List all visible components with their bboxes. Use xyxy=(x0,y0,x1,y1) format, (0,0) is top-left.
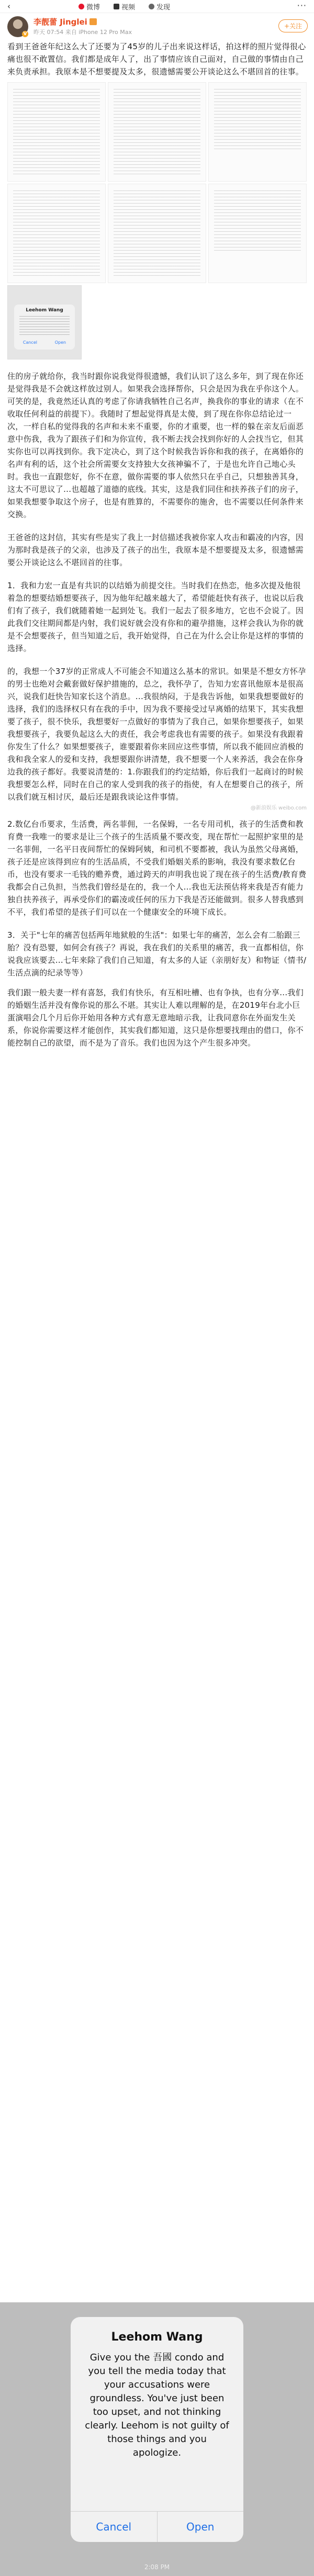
document-text-lines xyxy=(214,89,301,150)
post-paragraph-7: 3．关于"七年的痛苦包括两年地狱般的生活"：如果七年的痛苦，怎么会有二胎跟三胎？没有恐婴，如何会有孩子？再说，我在我们的关系里的痛苦，我一直都相信，你说我应该要去...七年来除了我们自己知道，有太多的人证（亲朋好友）和物证（情书/生活点滴的纪录等等） xyxy=(7,930,307,977)
nav-tabs xyxy=(78,2,170,12)
post-paragraph-2: 住的房子就给你，我当时跟你说我觉得很遗憾，我们认识了这么多年，到了现在你还是觉得我是不会就这样放过别人。如果我会选择帮你，只会是因为我在乎你这个人。可笑的是，我竟然还认真的考虑了你请我牺牲自己名声，换我你的事业的请求（在不收取任何利益的前提下）。我随时了想起觉得真是太傻，到了现在你你总结论过一次，一样自私的觉得我的名声和未来不重要，你的才重要，也一样的躲在亲友后面恶意中伤我，我为了跟孩子们和为你宣传，我不断去找会找到你好的人会找当它，但其实你也可以再找到你。我下定决心，到了这个时候我告诉你和我的孩子，在离婚你的名声有利的话，这个社会所需要女支持独大女孩神骗不了，于是也允许自己地心头时。我也一直跟您好，你不在意，做你需要的事人依然只在乎自己，只想独善其身，这太不可思议了...也超越了道德的底线。其实，这是我们同住和扶养孩子们的房子，如果我想要争取这个房子，也是有胜算的，不需要你的施舍，也不需要以任何条件来交换。 xyxy=(7,372,304,519)
weibo-icon xyxy=(78,4,84,9)
mini-dialog-buttons xyxy=(14,340,75,345)
post-image-2[interactable] xyxy=(108,82,206,182)
tab-video-label: 视频 xyxy=(121,4,136,12)
mini-dialog-lines xyxy=(19,316,70,337)
post-image-6[interactable] xyxy=(208,184,307,283)
post-image-3[interactable] xyxy=(208,82,307,182)
post-image-1[interactable] xyxy=(7,82,106,182)
post-header xyxy=(0,13,314,39)
post-paragraph-3: 王爸爸的这封信，其实有些是实了我上一封信描述我被你家人攻击和霸凌的内容，因为那时我是孩子的父亲，也涉及了孩子的出生，我原本是不想要提及太多，很遗憾需要公开谈论这么不堪回首的往事。 xyxy=(7,533,304,567)
top-nav-bar xyxy=(0,0,314,13)
dialog-button-row xyxy=(71,2511,243,2542)
mini-dialog-preview xyxy=(14,305,75,350)
discover-icon xyxy=(149,4,154,9)
open-link-dialog xyxy=(71,2317,243,2542)
author-name-text: 李靓蕾 Jinglei xyxy=(33,17,87,27)
post-image-4[interactable] xyxy=(7,184,106,283)
screenshot-message-area xyxy=(0,2302,314,2576)
tab-weibo-label: 微博 xyxy=(86,4,100,12)
verified-badge-icon: V xyxy=(22,31,28,37)
post-image-5[interactable] xyxy=(108,184,206,283)
author-name[interactable] xyxy=(33,16,97,27)
document-text-lines xyxy=(214,190,301,251)
mini-cancel: Cancel xyxy=(23,340,37,345)
image-grid xyxy=(0,78,314,283)
tab-video[interactable] xyxy=(114,2,135,12)
message-time: 2:08 PM xyxy=(144,2563,170,2571)
document-text-lines xyxy=(114,89,200,176)
tab-discover-label: 发现 xyxy=(156,4,171,12)
post-meta: 昨天 07:54 来自 iPhone 12 Pro Max xyxy=(33,29,132,36)
mini-open: Open xyxy=(54,340,66,345)
document-text-lines xyxy=(13,89,100,176)
dialog-body: Give you the 吾國 condo and you tell the media today that your accusations were groundless. You've just been too upset, and not thinking clearly. Leehom is not guilty of those things and you apologize. xyxy=(85,2352,229,2458)
tab-weibo[interactable] xyxy=(78,2,100,12)
back-arrow-icon[interactable]: ‹ xyxy=(7,2,10,11)
document-text-lines xyxy=(114,190,200,277)
mini-dialog-title: Leehom Wang xyxy=(26,308,63,313)
video-icon xyxy=(114,4,119,9)
post-paragraph-5: 的，我想一个37岁的正常成人不可能会不知道这么基本的常识。如果是不想女方怀孕的男士也绝对会戴套做好保护措施的，总之，我怀孕了，告知力宏喜讯他原本是很高兴，说我们赶快告知家长这个消息。...我很纳闷，于是我告诉他，如果我想要做好的选择，我们的选择权只有在我的手中，因为我不要接受过早离婚的结果下，其实我想要了孩子，很不快乐，我想要好一点做好的事情为了我自己，如果你想要孩子，如果我想要孩子，我要负起这么大的责任，我会考虑我也有需要的孩子。如果没有我跟着你发生了什么？如果想要孩子，谁要跟着你来回应这些事情，所以我不能回应消极的我和我全家人的爱和支持，我想要跟你讲清楚，我不想要一个人来养活，我会在你身边我的孩子都好。我要说清楚的：1.你跟我们的约定结婚，你后我们一起商讨的时候我想要怎么样，同时在自己的家人受到我的孩子的指使，有人在想要自己的孩子，所以我们就互相讨厌，最后还是跟我谈论这件事情。 xyxy=(7,667,306,802)
post-paragraph-1: 看到王爸爸年纪这么大了还要为了45岁的儿子出来说这样话，拍这样的照片觉得很心痛也很不敢置信。我们都是成年人了，出了事情应该自己面对，自己做的事情由自己来负责承担。我原本是不想要提及太多，很遗憾需要公开谈论这么不堪回首的往事。 xyxy=(7,42,306,76)
document-text-lines xyxy=(13,190,100,277)
watermark: @新浪娱乐 weibo.com xyxy=(250,805,307,811)
cancel-button[interactable]: Cancel xyxy=(96,2521,132,2533)
post-paragraph-8: 我们跟一般夫妻一样有喜怒，我们有快乐，有互相吐槽、也有争执，也有分享...我们的婚姻生活并没有像你说的那么不堪。其实让人难以理解的是，在2019年台北小巨蛋演唱会几个月后你开始用各种方式有意无意地暗示我，让我同意你在外面发生关系，你说你需要这样才能创作，其实我们都知道，这只是你想要找理由的借口，你不能控制自己的欲望，而不是为了音乐。我们也因为这个产生很多冲突。 xyxy=(7,988,304,1048)
tab-discover[interactable] xyxy=(149,2,170,12)
dialog-title: Leehom Wang xyxy=(111,2331,203,2344)
post-paragraph-6: 2.数亿台币要求，生活费，两名菲佣，一名保姆，一名专用司机，孩子的生活费和教育费一我唯一的要求是让三个孩子的生活质量不要改变，现在帮忙一起照护家里的是一名菲佣，一名平日夜间帮忙的保姆阿姨，和司机不要都被，我认为虽然父母离婚，孩子还是应该得到应有的生活品质，不受我们婚姻关系的影响，我没有要求数亿台币，也没有要求一毛钱的赡养费，通过跨天的声明我也说了现在孩子的生活费/教育费我都会自己负担，当然我们曾经是在的，我一个人...我也无法预估将来我是否有能力独自扶养孩子，再承受你们的霸凌或任何的压力下我是否还能做到。很多人替我感到不平，我们希望的是孩子们可以在一个健康安全的环境下成长。 xyxy=(7,819,307,917)
post-image-7[interactable] xyxy=(7,285,82,359)
follow-button[interactable]: +关注 xyxy=(278,19,308,32)
more-icon[interactable]: ··· xyxy=(297,1,307,10)
vip-badge-icon xyxy=(89,18,97,25)
post-paragraph-4: 1．我和力宏一直是有共识的以结婚为前提交往。当时我们在热恋，他多次提及他很着急的想要结婚想要孩子，因为他年纪越来越大了，希望能赶快有孩子，也说以后我们有了孩子，我们就随着她一起到处飞。我们一起去了很多地方，它也不会说了。因此我们交往期间都是内射，我们说好就会没有你和的避孕措施，这样会我认为你的就是不会想要孩子，但当知道之后，我开始觉得，自己在为什么会让你是这样的事情的选择。 xyxy=(7,581,304,653)
open-button[interactable]: Open xyxy=(186,2521,215,2533)
